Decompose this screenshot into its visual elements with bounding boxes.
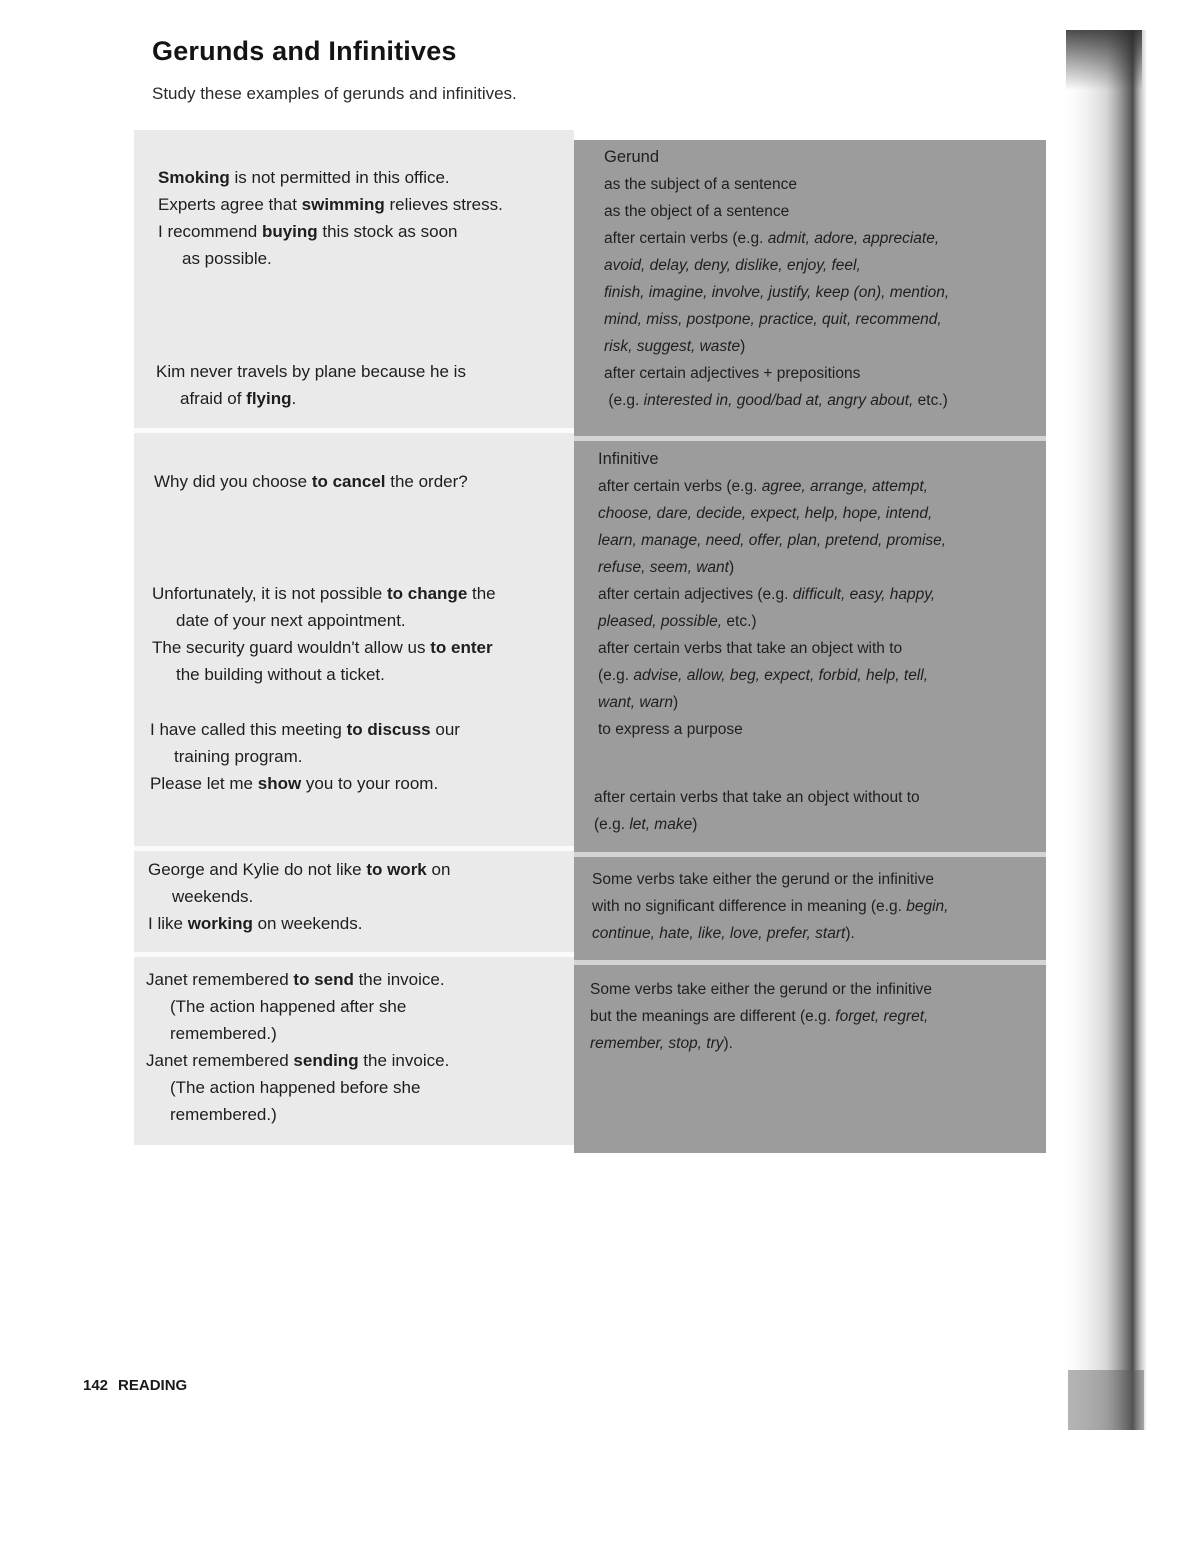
rule-line [598, 608, 1038, 635]
example-text: afraid of [180, 389, 247, 408]
example-continuation: remembered.) [170, 1105, 277, 1124]
example-keyword: flying [246, 389, 292, 408]
example-line [146, 1047, 566, 1074]
example-keyword: to send [293, 970, 354, 989]
rule-line [604, 306, 1044, 333]
rule-example-words: finish, imagine, involve, justify, keep (on), mention, [604, 284, 950, 301]
example-text: Please let me [150, 774, 258, 793]
example-line [150, 770, 570, 797]
rule-example-words: refuse, seem, want [598, 559, 729, 576]
rule-line [598, 662, 1038, 689]
rule-example-words: pleased, possible, [598, 613, 723, 630]
example-text: I like [148, 914, 188, 933]
section-label: READING [118, 1377, 188, 1394]
rule-heading: Gerund [604, 148, 660, 166]
example-line [150, 716, 570, 743]
example-keyword: sending [293, 1051, 359, 1070]
rule-example-words: choose, dare, decide, expect, help, hope, intend, [598, 505, 933, 522]
rule-line: as the object of a sentence [604, 203, 790, 220]
example-text: the order? [385, 472, 468, 491]
rule-example-words: interested in, good/bad at, angry about, [643, 392, 914, 409]
rule-line [598, 689, 1038, 716]
rule-example-words: advise, allow, beg, expect, forbid, help, tell, [633, 667, 929, 684]
rule-example-words: forget, regret, [835, 1008, 929, 1025]
rule-example-words: agree, arrange, attempt, [761, 478, 928, 495]
example-line [148, 910, 568, 937]
different-meaning-rules [590, 976, 1030, 1057]
example-line [158, 218, 578, 245]
rule-text: ). [845, 925, 855, 942]
example-continuation [156, 385, 576, 412]
rule-text: (e.g. [594, 816, 630, 833]
infinitive-rules-2 [594, 784, 1034, 838]
row-divider [134, 428, 574, 433]
rule-line [604, 333, 1044, 360]
example-text: the [467, 584, 496, 603]
rule-line [598, 473, 1038, 500]
rule-example-words: risk, suggest, waste [604, 338, 741, 355]
rule-example-words: continue, hate, like, love, prefer, start [592, 925, 846, 942]
page-title: Gerunds and Infinitives [152, 36, 457, 66]
row-divider [574, 960, 1046, 965]
example-text: on weekends. [252, 914, 363, 933]
rule-example-words: begin, [906, 898, 949, 915]
rule-example-words: avoid, delay, deny, dislike, enjoy, feel, [604, 257, 861, 274]
example-continuation: the building without a ticket. [176, 665, 385, 684]
example-text: The security guard wouldn't allow us [152, 638, 431, 657]
row-divider [574, 436, 1046, 441]
rule-text: etc.) [722, 613, 757, 630]
example-keyword: to change [386, 584, 468, 603]
example-continuation: date of your next appointment. [176, 611, 406, 630]
same-meaning-examples [148, 856, 568, 937]
rule-line: to express a purpose [598, 721, 743, 738]
rule-text: ) [740, 338, 746, 355]
rule-line: Some verbs take either the gerund or the infinitive [592, 871, 935, 888]
example-text: Experts agree that [158, 195, 302, 214]
example-text: our [430, 720, 460, 739]
example-line [152, 580, 572, 607]
rule-line: after certain verbs that take an object without to [594, 789, 920, 806]
example-text: Unfortunately, it is not possible [152, 584, 387, 603]
example-text: this stock as soon [317, 222, 458, 241]
rule-example-words: learn, manage, need, offer, plan, pretend, promise, [598, 532, 947, 549]
example-text: the invoice. [353, 970, 445, 989]
rule-example-words: admit, adore, appreciate, [767, 230, 940, 247]
gerund-examples-2 [156, 358, 576, 412]
page-footer [83, 1377, 187, 1394]
example-text: relieves stress. [384, 195, 503, 214]
rule-line [604, 252, 1044, 279]
gerund-examples [158, 164, 578, 272]
rule-line [604, 225, 1044, 252]
rule-line: as the subject of a sentence [604, 176, 798, 193]
example-keyword: to cancel [311, 472, 386, 491]
rule-example-words: mind, miss, postpone, practice, quit, recommend, [604, 311, 942, 328]
rule-line: Some verbs take either the gerund or the infinitive [590, 981, 933, 998]
rule-text: ) [728, 559, 735, 576]
infinitive-examples-3 [150, 716, 570, 797]
rule-text: but the meanings are different (e.g. [590, 1008, 836, 1025]
example-text: is not permitted in this office. [229, 168, 450, 187]
different-meaning-examples [146, 966, 566, 1128]
example-keyword: to work [366, 860, 427, 879]
rule-text: ). [723, 1035, 733, 1052]
example-keyword: to discuss [346, 720, 431, 739]
rule-text: after certain verbs (e.g. [604, 230, 768, 247]
example-text: the invoice. [358, 1051, 450, 1070]
example-text: Janet remembered [146, 1051, 294, 1070]
rule-text: after certain adjectives (e.g. [598, 586, 793, 603]
intro-text: Study these examples of gerunds and infinitives. [152, 84, 517, 103]
rule-line [594, 811, 1034, 838]
rule-text: etc.) [913, 392, 948, 409]
rule-line [604, 279, 1044, 306]
example-keyword: buying [261, 222, 318, 241]
rule-text: (e.g. [608, 392, 644, 409]
infinitive-examples-2 [152, 580, 572, 688]
rule-example-words: remember, stop, try [590, 1035, 724, 1052]
example-text: you to your room. [301, 774, 439, 793]
example-text: Janet remembered [146, 970, 294, 989]
example-continuation: as possible. [182, 249, 272, 268]
example-line [152, 634, 572, 661]
row-divider [574, 852, 1046, 857]
same-meaning-rules [592, 866, 1032, 947]
rule-line: after certain adjectives + prepositions [604, 365, 861, 382]
rule-line [592, 920, 1032, 947]
example-continuation: weekends. [172, 887, 254, 906]
infinitive-examples [154, 468, 574, 495]
rule-example-words: difficult, easy, happy, [792, 586, 936, 603]
example-text: I recommend [158, 222, 262, 241]
example-keyword: to enter [430, 638, 493, 657]
gerund-rules [604, 144, 1044, 414]
example-keyword: Smoking [158, 168, 230, 187]
rule-line [598, 527, 1038, 554]
book-gutter-shadow [1058, 30, 1146, 1430]
row-divider [134, 846, 574, 851]
rule-line [598, 500, 1038, 527]
example-continuation: (The action happened after she [170, 997, 407, 1016]
rule-line [598, 581, 1038, 608]
example-keyword: swimming [301, 195, 385, 214]
example-keyword: working [187, 914, 253, 933]
example-text: Why did you choose [154, 472, 312, 491]
rule-line: after certain verbs that take an object with to [598, 640, 903, 657]
example-text: Kim never travels by plane because he is [156, 362, 466, 381]
rule-line [590, 1030, 1030, 1057]
example-line [158, 191, 578, 218]
example-text: George and Kylie do not like [148, 860, 367, 879]
example-line [158, 164, 578, 191]
infinitive-rules [598, 446, 1038, 743]
example-text: I have called this meeting [150, 720, 347, 739]
rule-text: after certain verbs (e.g. [598, 478, 762, 495]
example-text: . [291, 389, 297, 408]
rule-example-words: let, make [629, 816, 693, 833]
rule-text: with no significant difference in meaning (e.g. [592, 898, 907, 915]
example-continuation: (The action happened before she [170, 1078, 421, 1097]
example-text: on [426, 860, 451, 879]
rule-text: ) [692, 816, 698, 833]
rule-line [590, 1003, 1030, 1030]
example-keyword: show [257, 774, 302, 793]
rule-line [604, 387, 1044, 414]
example-line [154, 468, 574, 495]
example-line [146, 966, 566, 993]
example-continuation: remembered.) [170, 1024, 277, 1043]
rule-text: ) [672, 694, 679, 711]
example-line [148, 856, 568, 883]
rule-example-words: want, warn [598, 694, 673, 711]
page-number: 142 [83, 1377, 109, 1394]
rule-text: (e.g. [598, 667, 634, 684]
row-divider [134, 952, 574, 957]
rule-line [598, 554, 1038, 581]
rule-heading: Infinitive [598, 450, 659, 468]
rule-line [592, 893, 1032, 920]
example-continuation: training program. [174, 747, 303, 766]
